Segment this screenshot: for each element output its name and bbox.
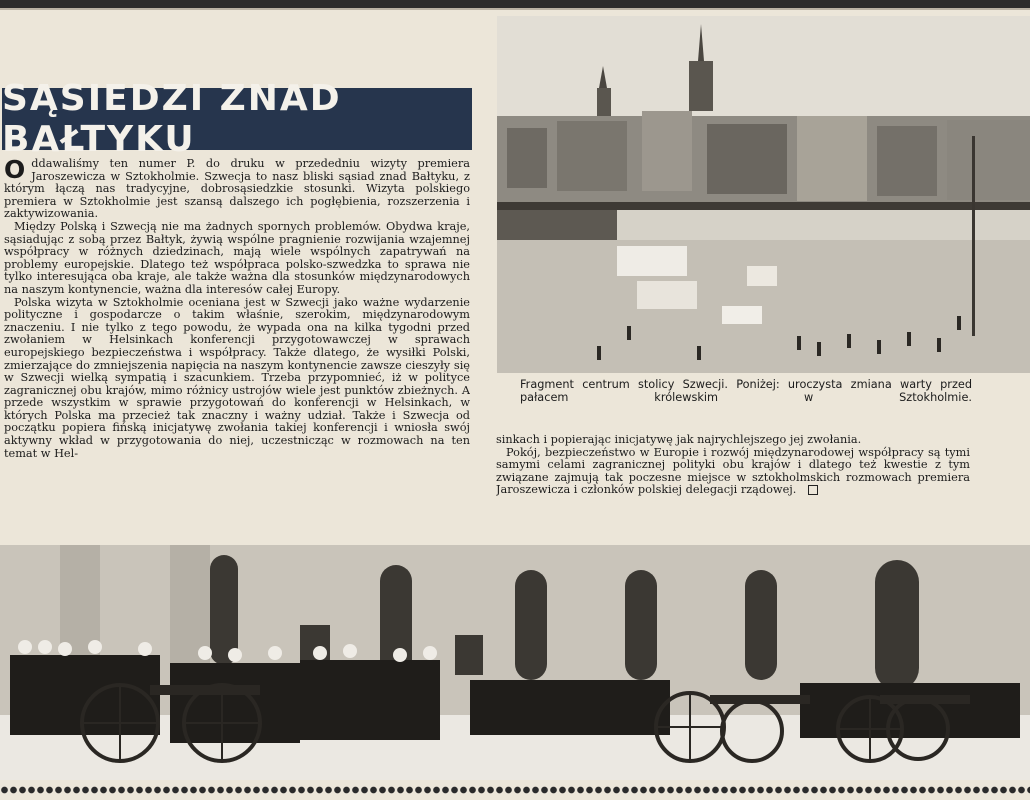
paragraph-continued: sinkach i popierając inicjatywę jak najrychlejszego jej zwołania. <box>496 434 862 446</box>
article-right-column <box>496 434 970 544</box>
paragraph-2: Między Polską i Szwecją nie ma żadnych spornych problemów. Obydwa kraje, sąsiadując z sobą przez Bałtyk, żywią wspólne pragnienie rozwijania wzajemnej współpracy w różnych dziedzinach, mają wiele wspólnych zapatrywań na problemy europejskie. Dlatego też współpraca polsko-szwedzka to sprawa nie tylko interesująca oba kraje, ale także ważna dla stosunków międzynarodowych na naszym kontynencie, ważna dla interesów całej Europy. <box>4 219 470 296</box>
paragraph-final: Pokój, bezpieczeństwo w Europie i rozwój międzynarodowej współpracy są tymi samymi celami zagranicznej polityki obu krajów i dlatego też kwestie z tym związane zajmują tak poczesne miejsce w sztokholmskich rozmowach premiera Jaroszewicza i członków polskiej delegacji rządowej. <box>496 445 970 497</box>
paragraph-1: Oddawaliśmy ten numer P. do druku w przededniu wizyty premiera Jaroszewicza w Sztokholmie. Szwecja to nasz bliski sąsiad znad Bałtyku, z którym łączą nas tradycyjne, dobrosąsiedzkie stosunki. Wizyta polskiego premiera w Sztokholmie jest szansą dalszego ich pogłębienia, rozszerzenia i zaktywizowania. <box>4 158 470 221</box>
photo-changing-of-guard <box>0 545 1030 780</box>
photo-caption: Fragment centrum stolicy Szwecji. Poniżej: uroczysta zmiana warty przed pałacem królewskim w Sztokholmie. <box>520 378 972 404</box>
top-border <box>0 0 1030 8</box>
article-left-column <box>4 158 470 540</box>
city-photo-illustration <box>497 16 1030 373</box>
drop-cap: O <box>4 158 26 184</box>
guard-photo-illustration <box>0 545 1030 780</box>
article-headline: SĄSIEDZI ZNAD BAŁTYKU <box>2 88 472 150</box>
photo-stockholm-center <box>497 16 1030 373</box>
decorative-dot-border <box>0 785 1030 799</box>
paragraph-3: Polska wizyta w Sztokholmie oceniana jest w Szwecji jako ważne wydarzenie polityczne i gospodarcze o takim właśnie, szerokim, międzynarodowym znaczeniu. I nie tylko z tego powodu, że wypada ona na kilka tygodni przed zwołaniem w Helsinkach konferencji przygotowawczej w sprawach europejskiego bezpieczeństwa i współpracy. Także dlatego, że wysiłki Polski, zmierzające do zmniejszenia napięcia na naszym kontynencie zawsze cieszyły się w Szwecji wielką sympatią i szacunkiem. Trzeba przypomnieć, iż w polityce zagranicznej obu krajów, mimo różnicy ustrojów wiele jest punktów zbieżnych. A przede wszystkim w sprawie przygotowań do konferencji w Helsinkach, w których Polska ma przecież tak znaczny i ważny udział. Także i Szwecja od początku popiera fińską inicjatywę zwołania takiej konferencji i wniosła swój aktywny wkład w przygotowania do niej, uczestnicząc w rozmowach na ten temat w Hel- <box>4 295 470 460</box>
end-of-article-mark <box>808 485 818 495</box>
masthead-rule <box>0 8 1030 10</box>
